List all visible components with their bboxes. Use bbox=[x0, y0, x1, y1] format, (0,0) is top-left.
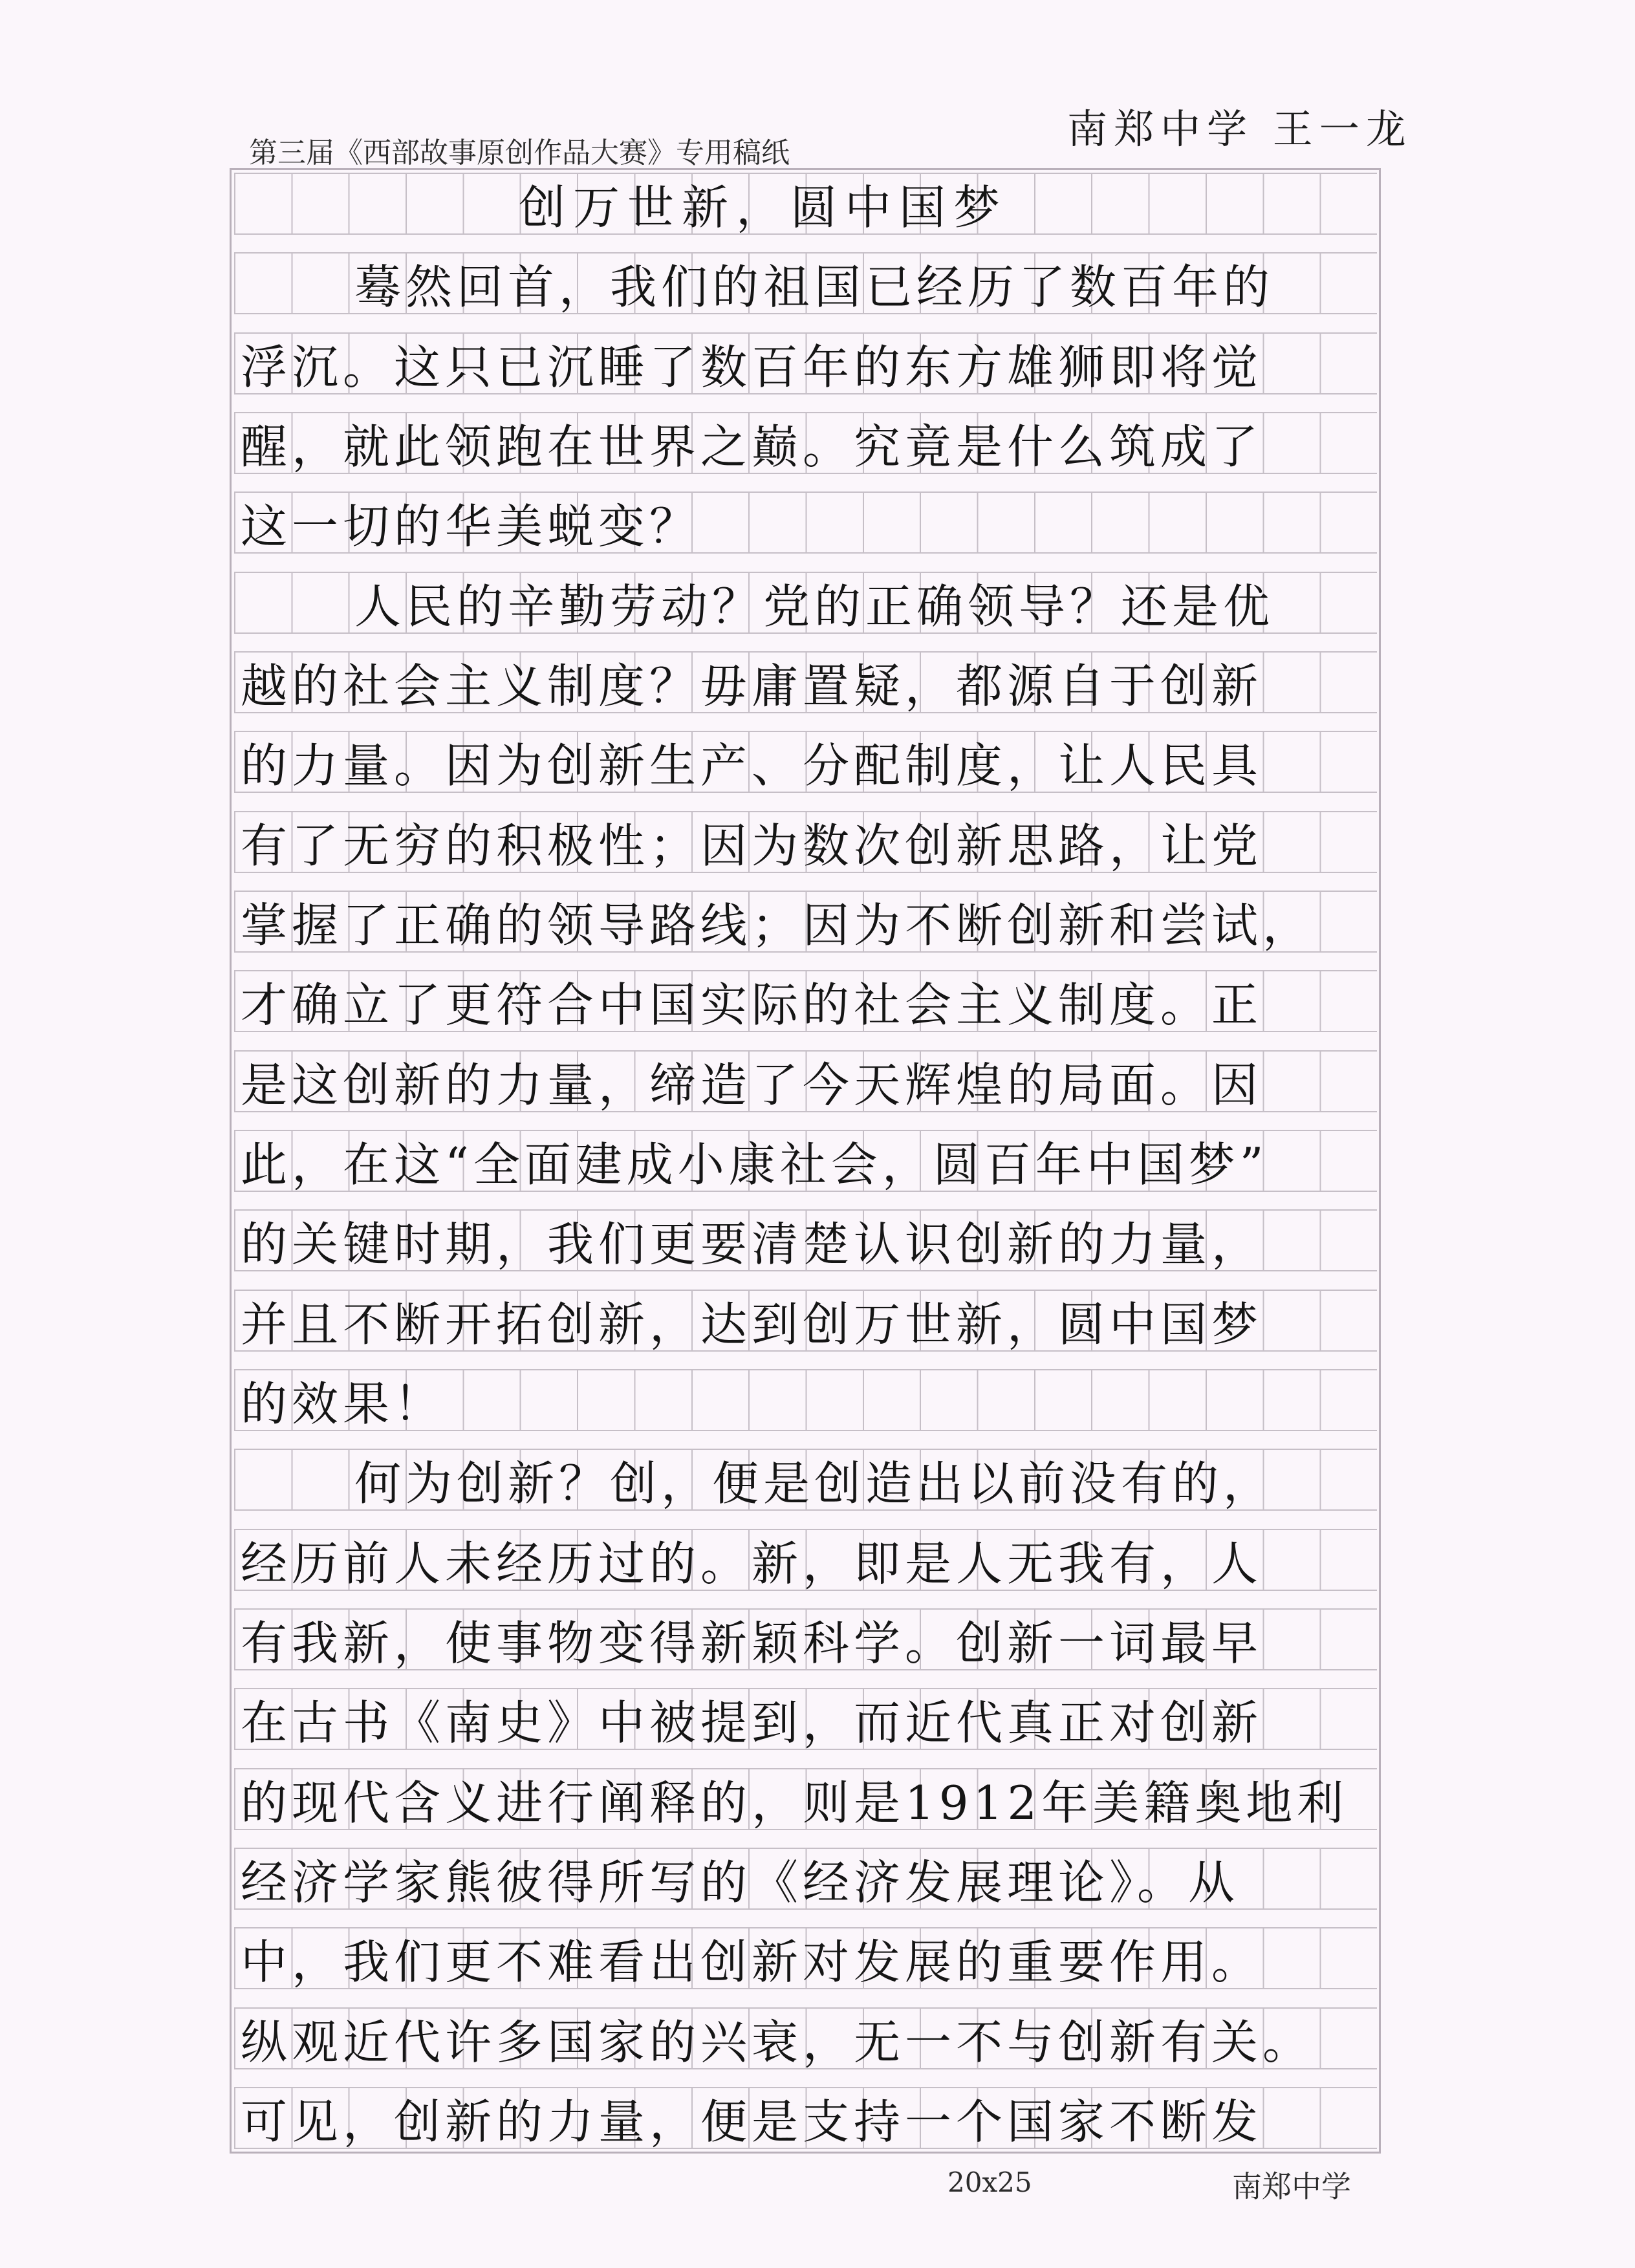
essay-line: 掌握了正确的领导路线；因为不断创新和尝试， bbox=[241, 898, 1314, 953]
grid-row bbox=[234, 970, 1377, 1032]
grid-row bbox=[234, 2087, 1377, 2149]
essay-line: 的现代含义进行阐释的，则是1912年美籍奥地利 bbox=[241, 1775, 1348, 1830]
essay-line: 纵观近代许多国家的兴衰，无一不与创新有关。 bbox=[241, 2014, 1314, 2069]
grid-row bbox=[234, 1529, 1377, 1591]
essay-line: 有了无穷的积极性；因为数次创新思路，让党 bbox=[241, 818, 1263, 873]
essay-line: 有我新，使事物变得新颖科学。创新一词最早 bbox=[241, 1615, 1263, 1670]
grid-row bbox=[234, 1209, 1377, 1271]
essay-line: 可见，创新的力量，便是支持一个国家不断发 bbox=[241, 2094, 1263, 2149]
grid-row bbox=[234, 1768, 1377, 1830]
grid-row bbox=[234, 491, 1377, 554]
grid-row bbox=[234, 1608, 1377, 1670]
grid-row bbox=[234, 731, 1377, 793]
grid-row bbox=[234, 572, 1377, 634]
essay-line: 蓦然回首，我们的祖国已经历了数百年的 bbox=[354, 260, 1275, 315]
essay-line: 醒，就此领跑在世界之巅。究竟是什么筑成了 bbox=[241, 419, 1263, 474]
grid-row bbox=[234, 1290, 1377, 1352]
essay-line: 的关键时期，我们更要清楚认识创新的力量， bbox=[241, 1217, 1263, 1272]
grid-row bbox=[234, 651, 1377, 713]
grid-row bbox=[234, 252, 1377, 314]
manuscript-grid bbox=[234, 173, 1377, 2149]
grid-row bbox=[234, 811, 1377, 873]
grid-row bbox=[234, 1449, 1377, 1511]
grid-row bbox=[234, 1050, 1377, 1112]
grid-row bbox=[234, 1130, 1377, 1192]
essay-line: 经历前人未经历过的。新，即是人无我有，人 bbox=[241, 1536, 1263, 1591]
grid-row bbox=[234, 1688, 1377, 1750]
grid-row bbox=[234, 1848, 1377, 1910]
essay-line: 的力量。因为创新生产、分配制度，让人民具 bbox=[241, 739, 1263, 794]
essay-line: 并且不断开拓创新，达到创万世新，圆中国梦 bbox=[241, 1297, 1263, 1352]
grid-row bbox=[234, 2007, 1377, 2069]
essay-line: 中，我们更不难看出创新对发展的重要作用。 bbox=[241, 1935, 1263, 1990]
essay-line: 是这创新的力量，缔造了今天辉煌的局面。因 bbox=[241, 1057, 1263, 1112]
footer-grid-size: 20x25 bbox=[947, 2166, 1032, 2198]
grid-row bbox=[234, 332, 1377, 394]
grid-row bbox=[234, 173, 1377, 235]
essay-line: 在古书《南史》中被提到，而近代真正对创新 bbox=[241, 1696, 1263, 1751]
essay-line: 人民的辛勤劳动？党的正确领导？还是优 bbox=[354, 579, 1275, 634]
essay-line: 越的社会主义制度？毋庸置疑，都源自于创新 bbox=[241, 658, 1263, 713]
contest-header: 第三届《西部故事原创作品大赛》专用稿纸 bbox=[249, 136, 790, 169]
essay-line: 的效果！ bbox=[241, 1376, 446, 1431]
essay-line: 这一切的华美蜕变？ bbox=[241, 499, 701, 554]
essay-line: 何为创新？创，便是创造出以前没有的， bbox=[354, 1456, 1275, 1511]
essay-line: 经济学家熊彼得所写的《经济发展理论》。从 bbox=[241, 1855, 1240, 1910]
grid-row bbox=[234, 412, 1377, 474]
essay-line: 浮沉。这只已沉睡了数百年的东方雄狮即将觉 bbox=[241, 340, 1263, 394]
essay-line: 此，在这“全面建成小康社会，圆百年中国梦” bbox=[241, 1137, 1268, 1192]
grid-row bbox=[234, 1927, 1377, 1989]
author-note: 南郑中学 王一龙 bbox=[1067, 105, 1413, 153]
essay-line: 才确立了更符合中国实际的社会主义制度。正 bbox=[241, 978, 1263, 1033]
grid-row bbox=[234, 1369, 1377, 1431]
essay-title: 创万世新，圆中国梦 bbox=[519, 180, 1008, 235]
grid-row bbox=[234, 891, 1377, 953]
footer-school: 南郑中学 bbox=[1232, 2169, 1351, 2204]
